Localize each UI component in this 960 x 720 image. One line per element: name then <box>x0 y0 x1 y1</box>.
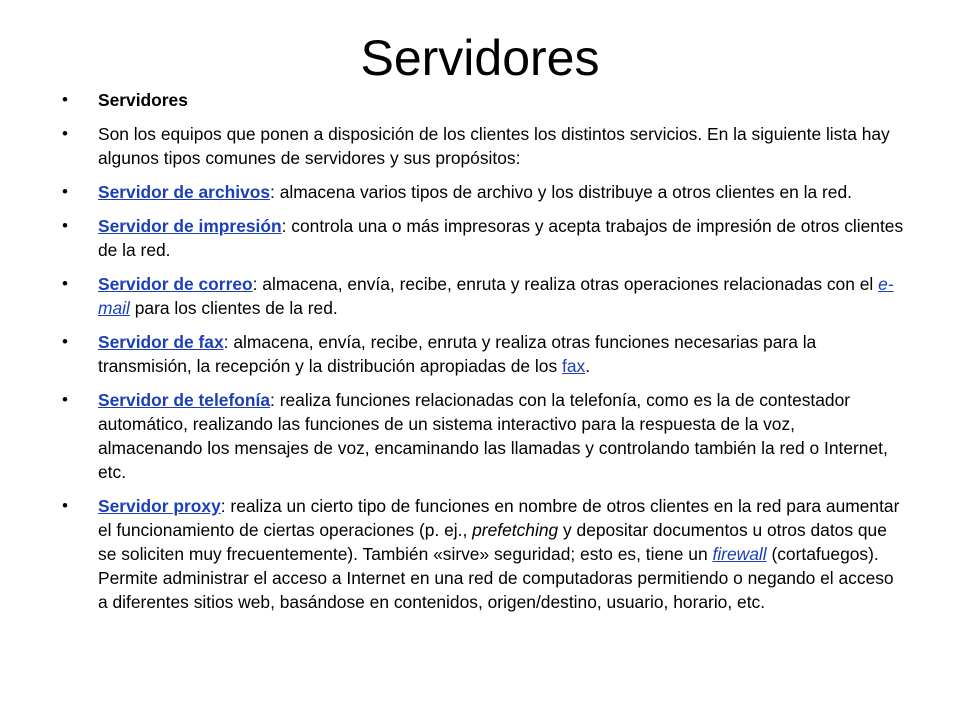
item-heading: Servidores <box>98 90 188 110</box>
item-text: : almacena, envía, recibe, enruta y realiza otras operaciones relacionadas con el <box>252 274 879 294</box>
link-servidor-de-fax[interactable]: Servidor de fax <box>98 332 224 352</box>
item-text: Son los equipos que ponen a disposición de los clientes los distintos servicios. En la siguiente lista hay algunos tipos comunes de servidores y sus propósitos: <box>98 124 890 168</box>
link-servidor-de-correo[interactable]: Servidor de correo <box>98 274 253 294</box>
bullet-icon: • <box>62 496 68 515</box>
bullet-icon: • <box>62 390 68 409</box>
item-text-end: . <box>585 356 591 376</box>
list-item-servidor-correo <box>62 272 904 320</box>
item-text-mid: y depositar documentos u otros datos que se soliciten muy frecuentemente). También «sirve» seguridad; esto es, tiene un <box>98 520 887 564</box>
link-fax[interactable]: fax <box>562 356 586 376</box>
item-text-end: (cortafuegos). Permite administrar el acceso a Internet en una red de computadoras permitiendo o negando el acceso a diferentes sitios web, basándose en contenidos, origen/destino, usuario, horario, etc. <box>98 544 894 612</box>
list-item-servidor-archivos <box>62 180 904 204</box>
link-servidor-de-impresion[interactable]: Servidor de impresión <box>98 216 282 236</box>
item-text: : controla una o más impresoras y acepta trabajos de impresión de otros clientes de la red. <box>98 216 904 260</box>
link-e-mail[interactable]: e-mail <box>98 274 894 318</box>
page-title: Servidores <box>360 30 600 86</box>
item-text: : realiza un cierto tipo de funciones en nombre de otros clientes en la red para aumentar el funcionamiento de ciertas operaciones (p. ej., <box>98 496 900 540</box>
item-text: : realiza funciones relacionadas con la telefonía, como es la de contestador automático, realizando las funciones de un sistema interactivo para la respuesta de la voz, almacenando los mensajes de voz, encaminando las llamadas y controlando también la red o Internet, etc. <box>98 390 888 482</box>
item-text: : almacena, envía, recibe, enruta y realiza otras funciones necesarias para la transmisión, la recepción y la distribución apropiadas de los <box>98 332 817 376</box>
item-emphasis: prefetching <box>472 520 559 540</box>
link-servidor-de-archivos[interactable]: Servidor de archivos <box>98 182 271 202</box>
list-item-servidor-impresion <box>62 214 904 262</box>
bullet-icon: • <box>62 216 68 235</box>
bullet-icon: • <box>62 124 68 143</box>
list-item-servidores-heading <box>62 88 904 112</box>
link-servidor-de-telefonia[interactable]: Servidor de telefonía <box>98 390 271 410</box>
link-servidor-proxy[interactable]: Servidor proxy <box>98 496 221 516</box>
bullet-list <box>62 88 904 624</box>
bullet-icon: • <box>62 90 68 109</box>
list-item-servidor-telefonia <box>62 388 904 484</box>
item-text: : almacena varios tipos de archivo y los distribuye a otros clientes en la red. <box>270 182 852 202</box>
bullet-icon: • <box>62 274 68 293</box>
bullet-icon: • <box>62 182 68 201</box>
list-item-servidor-proxy <box>62 494 904 614</box>
link-firewall[interactable]: firewall <box>712 544 767 564</box>
list-item-servidor-fax <box>62 330 904 378</box>
bullet-icon: • <box>62 332 68 351</box>
list-item-intro <box>62 122 904 170</box>
item-text-end: para los clientes de la red. <box>129 298 338 318</box>
